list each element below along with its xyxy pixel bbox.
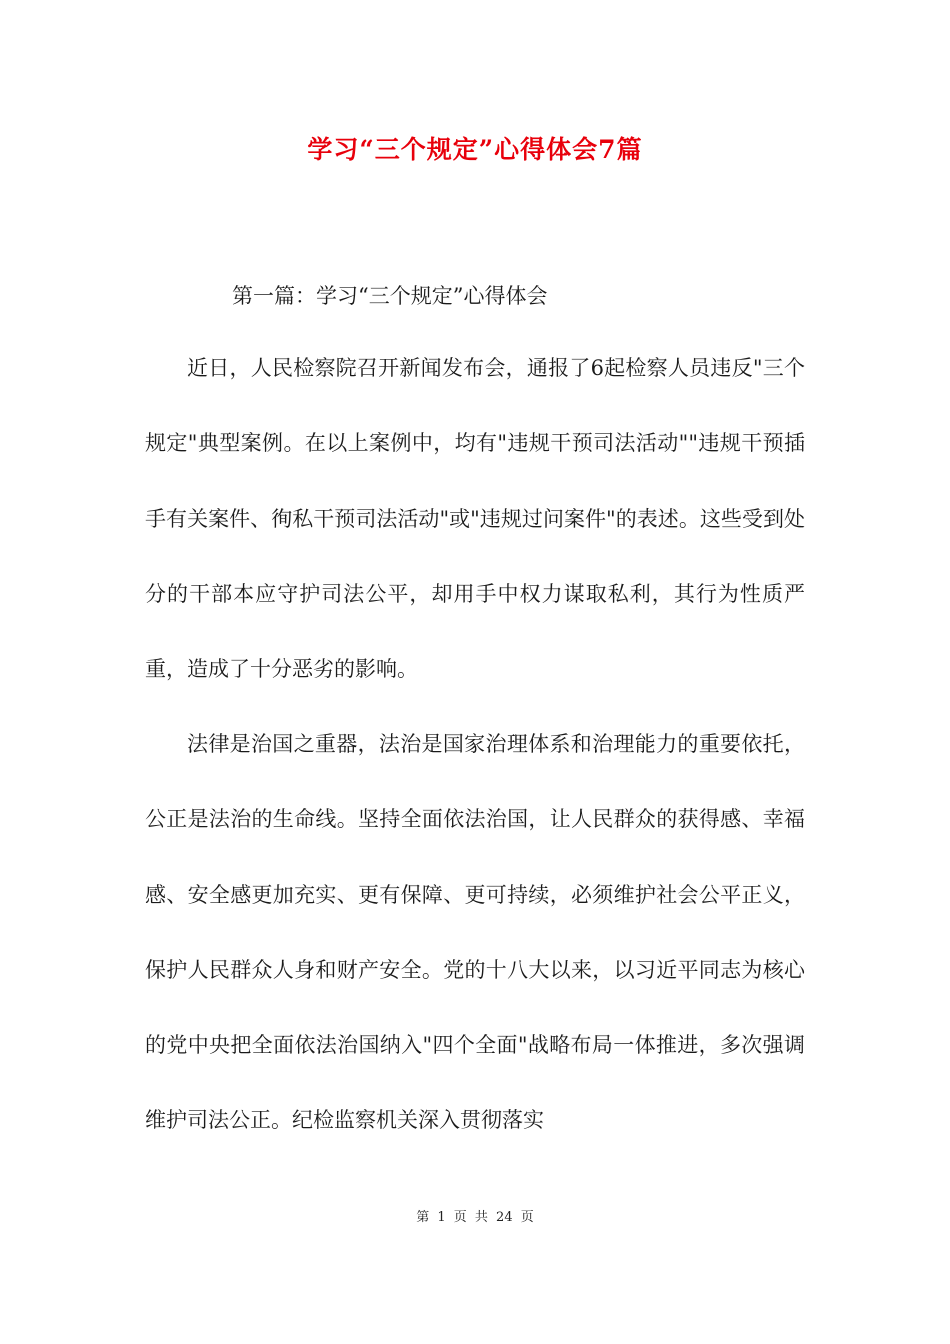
paragraph: 法律是治国之重器，法治是国家治理体系和治理能力的重要依托，公正是法治的生命线。坚持全面依法治国，让人民群众的获得感、幸福感、安全感更加充实、更有保障、更可持续，必须维护社会公平正义，保护人民群众人身和财产安全。党的十八大以来，以习近平同志为核心的党中央把全面依法治国纳入"四个全面"战略布局一体推进，多次强调维护司法公正。纪检监察机关深入贯彻落实 bbox=[145, 732, 805, 1133]
document-title: 学习“三个规定”心得体会7篇 bbox=[307, 135, 643, 164]
paragraph: 近日，人民检察院召开新闻发布会，通报了6起检察人员违反"三个规定"典型案例。在以上案例中，均有"违规干预司法活动""违规干预插手有关案件、徇私干预司法活动"或"违规过问案件"的表述。这些受到处分的干部本应守护司法公平，却用手中权力谋取私利，其行为性质严重，造成了十分恶劣的影响。 bbox=[145, 356, 805, 682]
page-number-footer: 第 1 页 共 24 页 bbox=[416, 1210, 534, 1225]
section-heading: 第一篇：学习“三个规定”心得体会 bbox=[232, 284, 548, 308]
